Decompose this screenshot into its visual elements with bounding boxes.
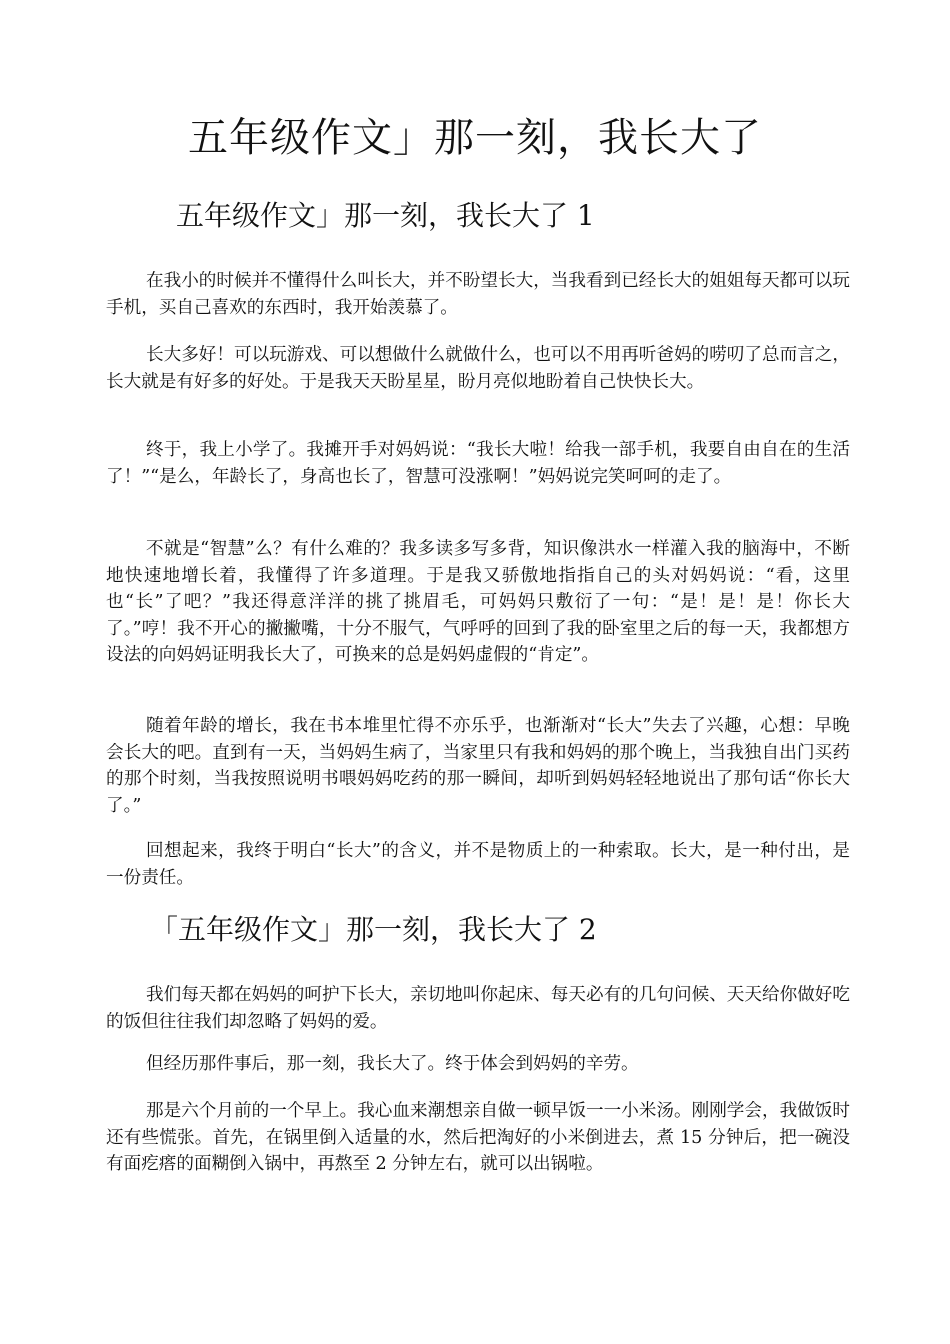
- paragraph: 长大多好！可以玩游戏、可以想做什么就做什么，也可以不用再听爸妈的唠叨了总而言之，长大就是有好多的好处。于是我天天盼星星，盼月亮似地盼着自己快快长大。: [106, 345, 850, 392]
- section-heading-1: 五年级作文」那一刻，我长大了 1: [176, 199, 595, 232]
- paragraph: 回想起来，我终于明白“长大”的含义，并不是物质上的一种索取。长大，是一种付出，是一份责任。: [106, 841, 850, 888]
- paragraph: 但经历那件事后，那一刻，我长大了。终于体会到妈妈的辛劳。: [146, 1054, 639, 1074]
- paragraph: 那是六个月前的一个早上。我心血来潮想亲自做一顿早饭一一小米汤。刚刚学会，我做饭时还有些慌张。首先，在锅里倒入适量的水，然后把淘好的小米倒进去，煮 15 分钟后，把一碗没有面疙瘩的面糊倒入锅中，再熬至 2 分钟左右，就可以出锅啦。: [106, 1101, 850, 1174]
- paragraph: 我们每天都在妈妈的呵护下长大，亲切地叫你起床、每天必有的几句问候、天天给你做好吃的饭但往往我们却忽略了妈妈的爱。: [106, 985, 850, 1032]
- paragraph: 在我小的时候并不懂得什么叫长大，并不盼望长大，当我看到已经长大的姐姐每天都可以玩手机，买自己喜欢的东西时，我开始羡慕了。: [106, 271, 850, 318]
- document-title: 五年级作文」那一刻，我长大了: [188, 115, 762, 161]
- paragraph: 不就是“智慧”么？有什么难的？我多读多写多背，知识像洪水一样灌入我的脑海中，不断地快速地增长着，我懂得了许多道理。于是我又骄傲地指指自己的头对妈妈说：“看，这里也“长”了吧？”我还得意洋洋的挑了挑眉毛，可妈妈只敷衍了一句：“是！是！是！你长大了。”哼！我不开心的撇撇嘴，十分不服气，气呼呼的回到了我的卧室里之后的每一天，我都想方设法的向妈妈证明我长大了，可换来的总是妈妈虚假的“肯定”。: [106, 539, 850, 665]
- paragraph: 终于，我上小学了。我摊开手对妈妈说：“我长大啦！给我一部手机，我要自由自在的生活了！”“是么，年龄长了，身高也长了，智慧可没涨啊！”妈妈说完笑呵呵的走了。: [106, 440, 850, 487]
- paragraph: 随着年龄的增长，我在书本堆里忙得不亦乐乎，也渐渐对“长大”失去了兴趣，心想：早晚会长大的吧。直到有一天，当妈妈生病了，当家里只有我和妈妈的那个晚上，当我独自出门买药的那个时刻，当我按照说明书喂妈妈吃药的那一瞬间，却听到妈妈轻轻地说出了那句话“你长大了。”: [106, 716, 850, 816]
- section-heading-2: 「五年级作文」那一刻，我长大了 2: [150, 913, 597, 946]
